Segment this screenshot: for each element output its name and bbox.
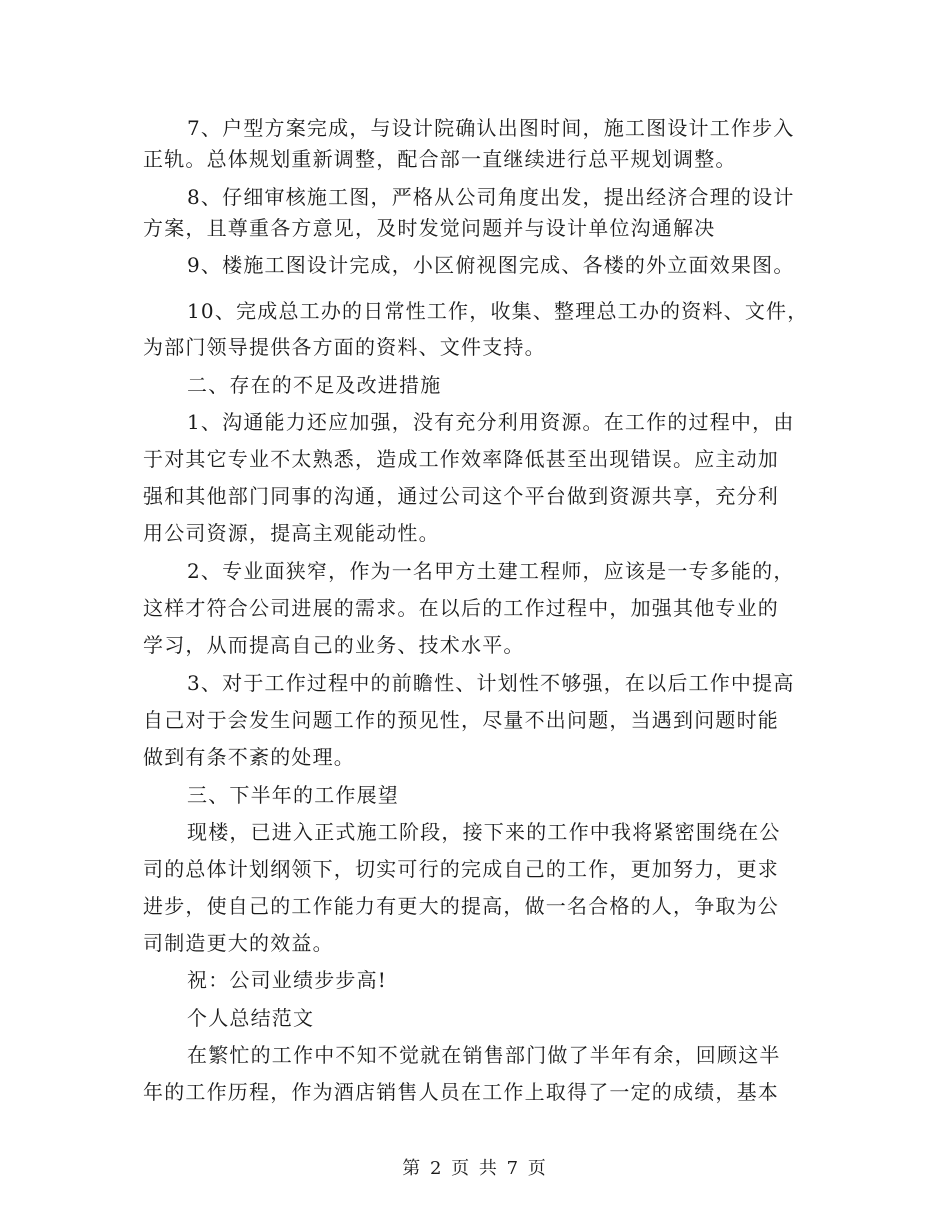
text-line: 年的工作历程，作为酒店销售人员在工作上取得了一定的成绩，基本 <box>143 1080 779 1104</box>
text-line: 10、完成总工办的日常性工作，收集、整理总工办的资料、文件， <box>187 299 809 323</box>
text-line: 9、楼施工图设计完成，小区俯视图完成、各楼的外立面效果图。 <box>187 253 795 277</box>
text-line: 强和其他部门同事的沟通，通过公司这个平台做到资源共享，充分利 <box>143 484 779 508</box>
text-line: 这样才符合公司进展的需求。在以后的工作过程中，加强其他专业的 <box>143 596 779 620</box>
text-line: 现楼，已进入正式施工阶段，接下来的工作中我将紧密围绕在公 <box>187 820 781 844</box>
text-line: 8、仔细审核施工图，严格从公司角度出发，提出经济合理的设计 <box>187 185 795 209</box>
text-line: 进步，使自己的工作能力有更大的提高，做一名合格的人，争取为公 <box>143 894 779 918</box>
text-line: 方案，且尊重各方意见，及时发觉问题并与设计单位沟通解决 <box>143 216 716 240</box>
text-line: 司制造更大的效益。 <box>143 931 334 955</box>
page-footer: 第 2 页 共 7 页 <box>402 1158 548 1179</box>
text-line: 学习，从而提高自己的业务、技术水平。 <box>143 633 525 657</box>
text-line: 7、户型方案完成，与设计院确认出图时间，施工图设计工作步入 <box>187 116 795 140</box>
text-line: 自己对于会发生问题工作的预见性，尽量不出问题，当遇到问题时能 <box>143 708 779 732</box>
text-line: 正轨。总体规划重新调整，配合部一直继续进行总平规划调整。 <box>143 147 737 171</box>
text-line: 三、下半年的工作展望 <box>187 783 399 807</box>
text-line: 祝：公司业绩步步高! <box>187 968 388 992</box>
text-line: 用公司资源，提高主观能动性。 <box>143 521 440 545</box>
text-line: 2、专业面狭窄，作为一名甲方土建工程师，应该是一专多能的， <box>187 559 795 583</box>
text-line: 个人总结范文 <box>187 1006 315 1030</box>
text-line: 于对其它专业不太熟悉，造成工作效率降低甚至出现错误。应主动加 <box>143 447 779 471</box>
text-line: 在繁忙的工作中不知不觉就在销售部门做了半年有余，回顾这半 <box>187 1043 781 1067</box>
text-line: 二、存在的不足及改进措施 <box>187 373 442 397</box>
text-line: 为部门领导提供各方面的资料、文件支持。 <box>143 335 546 359</box>
text-line: 3、对于工作过程中的前瞻性、计划性不够强，在以后工作中提高 <box>187 671 795 695</box>
text-line: 做到有条不紊的处理。 <box>143 745 355 769</box>
text-line: 司的总体计划纲领下，切实可行的完成自己的工作，更加努力，更求 <box>143 857 779 881</box>
text-line: 1、沟通能力还应加强，没有充分利用资源。在工作的过程中，由 <box>187 410 795 434</box>
